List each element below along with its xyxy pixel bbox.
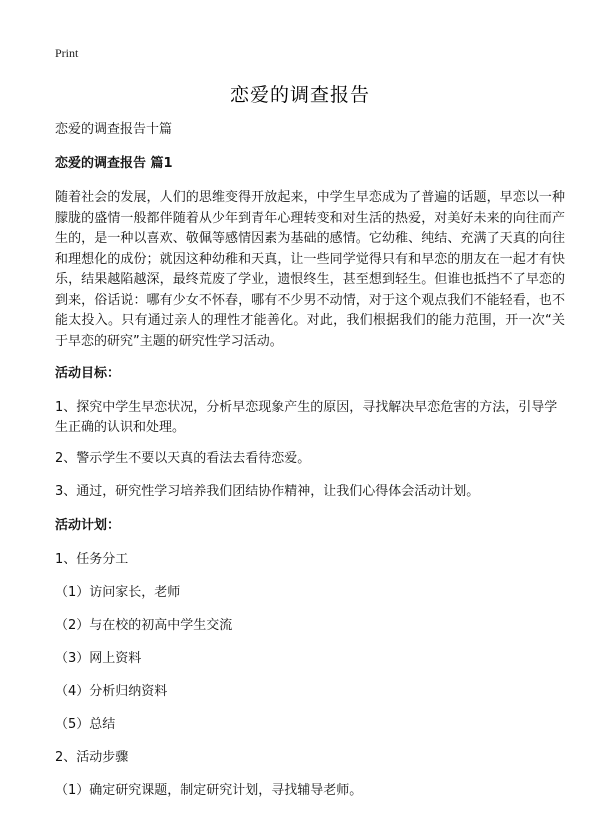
document-subtitle: 恋爱的调查报告十篇 [55, 122, 173, 137]
document-body [55, 120, 565, 812]
plan-line: （2）与在校的初高中学生交流 [55, 618, 233, 633]
page-title: 恋爱的调查报告 [229, 84, 370, 106]
plan-line: 2、活动步骤 [55, 750, 129, 765]
plan-heading: 活动计划： [55, 518, 121, 533]
goal-item: 3、通过，研究性学习培养我们团结协作精神，让我们心得体会活动计划。 [55, 484, 480, 499]
plan-line: （1）确定研究课题，制定研究计划，寻找辅导老师。 [55, 783, 363, 798]
intro-paragraph: 随着社会的发展，人们的思维变得开放起来，中学生早恋成为了普遍的话题，早恋以一种朦胧的盛情一般都伴随着从少年到青年心理转变和对生活的热爱，对美好未来的向往而产生的，是一种以喜欢、敬佩等感情因素为基础的感情。它幼稚、纯结、充满了天真的向往和理想化的成份；就因这种幼稚和天真，让一些同学觉得只有和早恋的朋友在一起才有快乐，结果越陷越深，最终荒废了学业，遗恨终生，甚至想到轻生。但谁也抵挡不了早恋的到来，俗话说：哪有少女不怀春，哪有不少男不动情，对于这个观点我们不能轻看，也不能太投入。只有通过亲人的理性才能善化。对此，我们根据我们的能力范围，开一次“关于早恋的研究”主题的研究性学习活动。 [55, 190, 565, 349]
plan-line: 1、任务分工 [55, 552, 129, 567]
plan-line: （3）网上资料 [55, 651, 142, 666]
goals-heading: 活动目标： [55, 366, 121, 381]
print-label: Print [55, 46, 79, 60]
goal-item: 1、探究中学生早恋状况，分析早恋现象产生的原因，寻找解决早恋危害的方法，引导学生正确的认识和处理。 [55, 400, 558, 435]
section-title: 恋爱的调查报告 篇1 [55, 156, 173, 171]
plan-line: （1）访问家长，老师 [55, 585, 181, 600]
plan-line: （4）分析归纳资料 [55, 684, 168, 699]
plan-line: （5）总结 [55, 717, 116, 732]
goal-item: 2、警示学生不要以天真的看法去看待恋爱。 [55, 451, 311, 466]
